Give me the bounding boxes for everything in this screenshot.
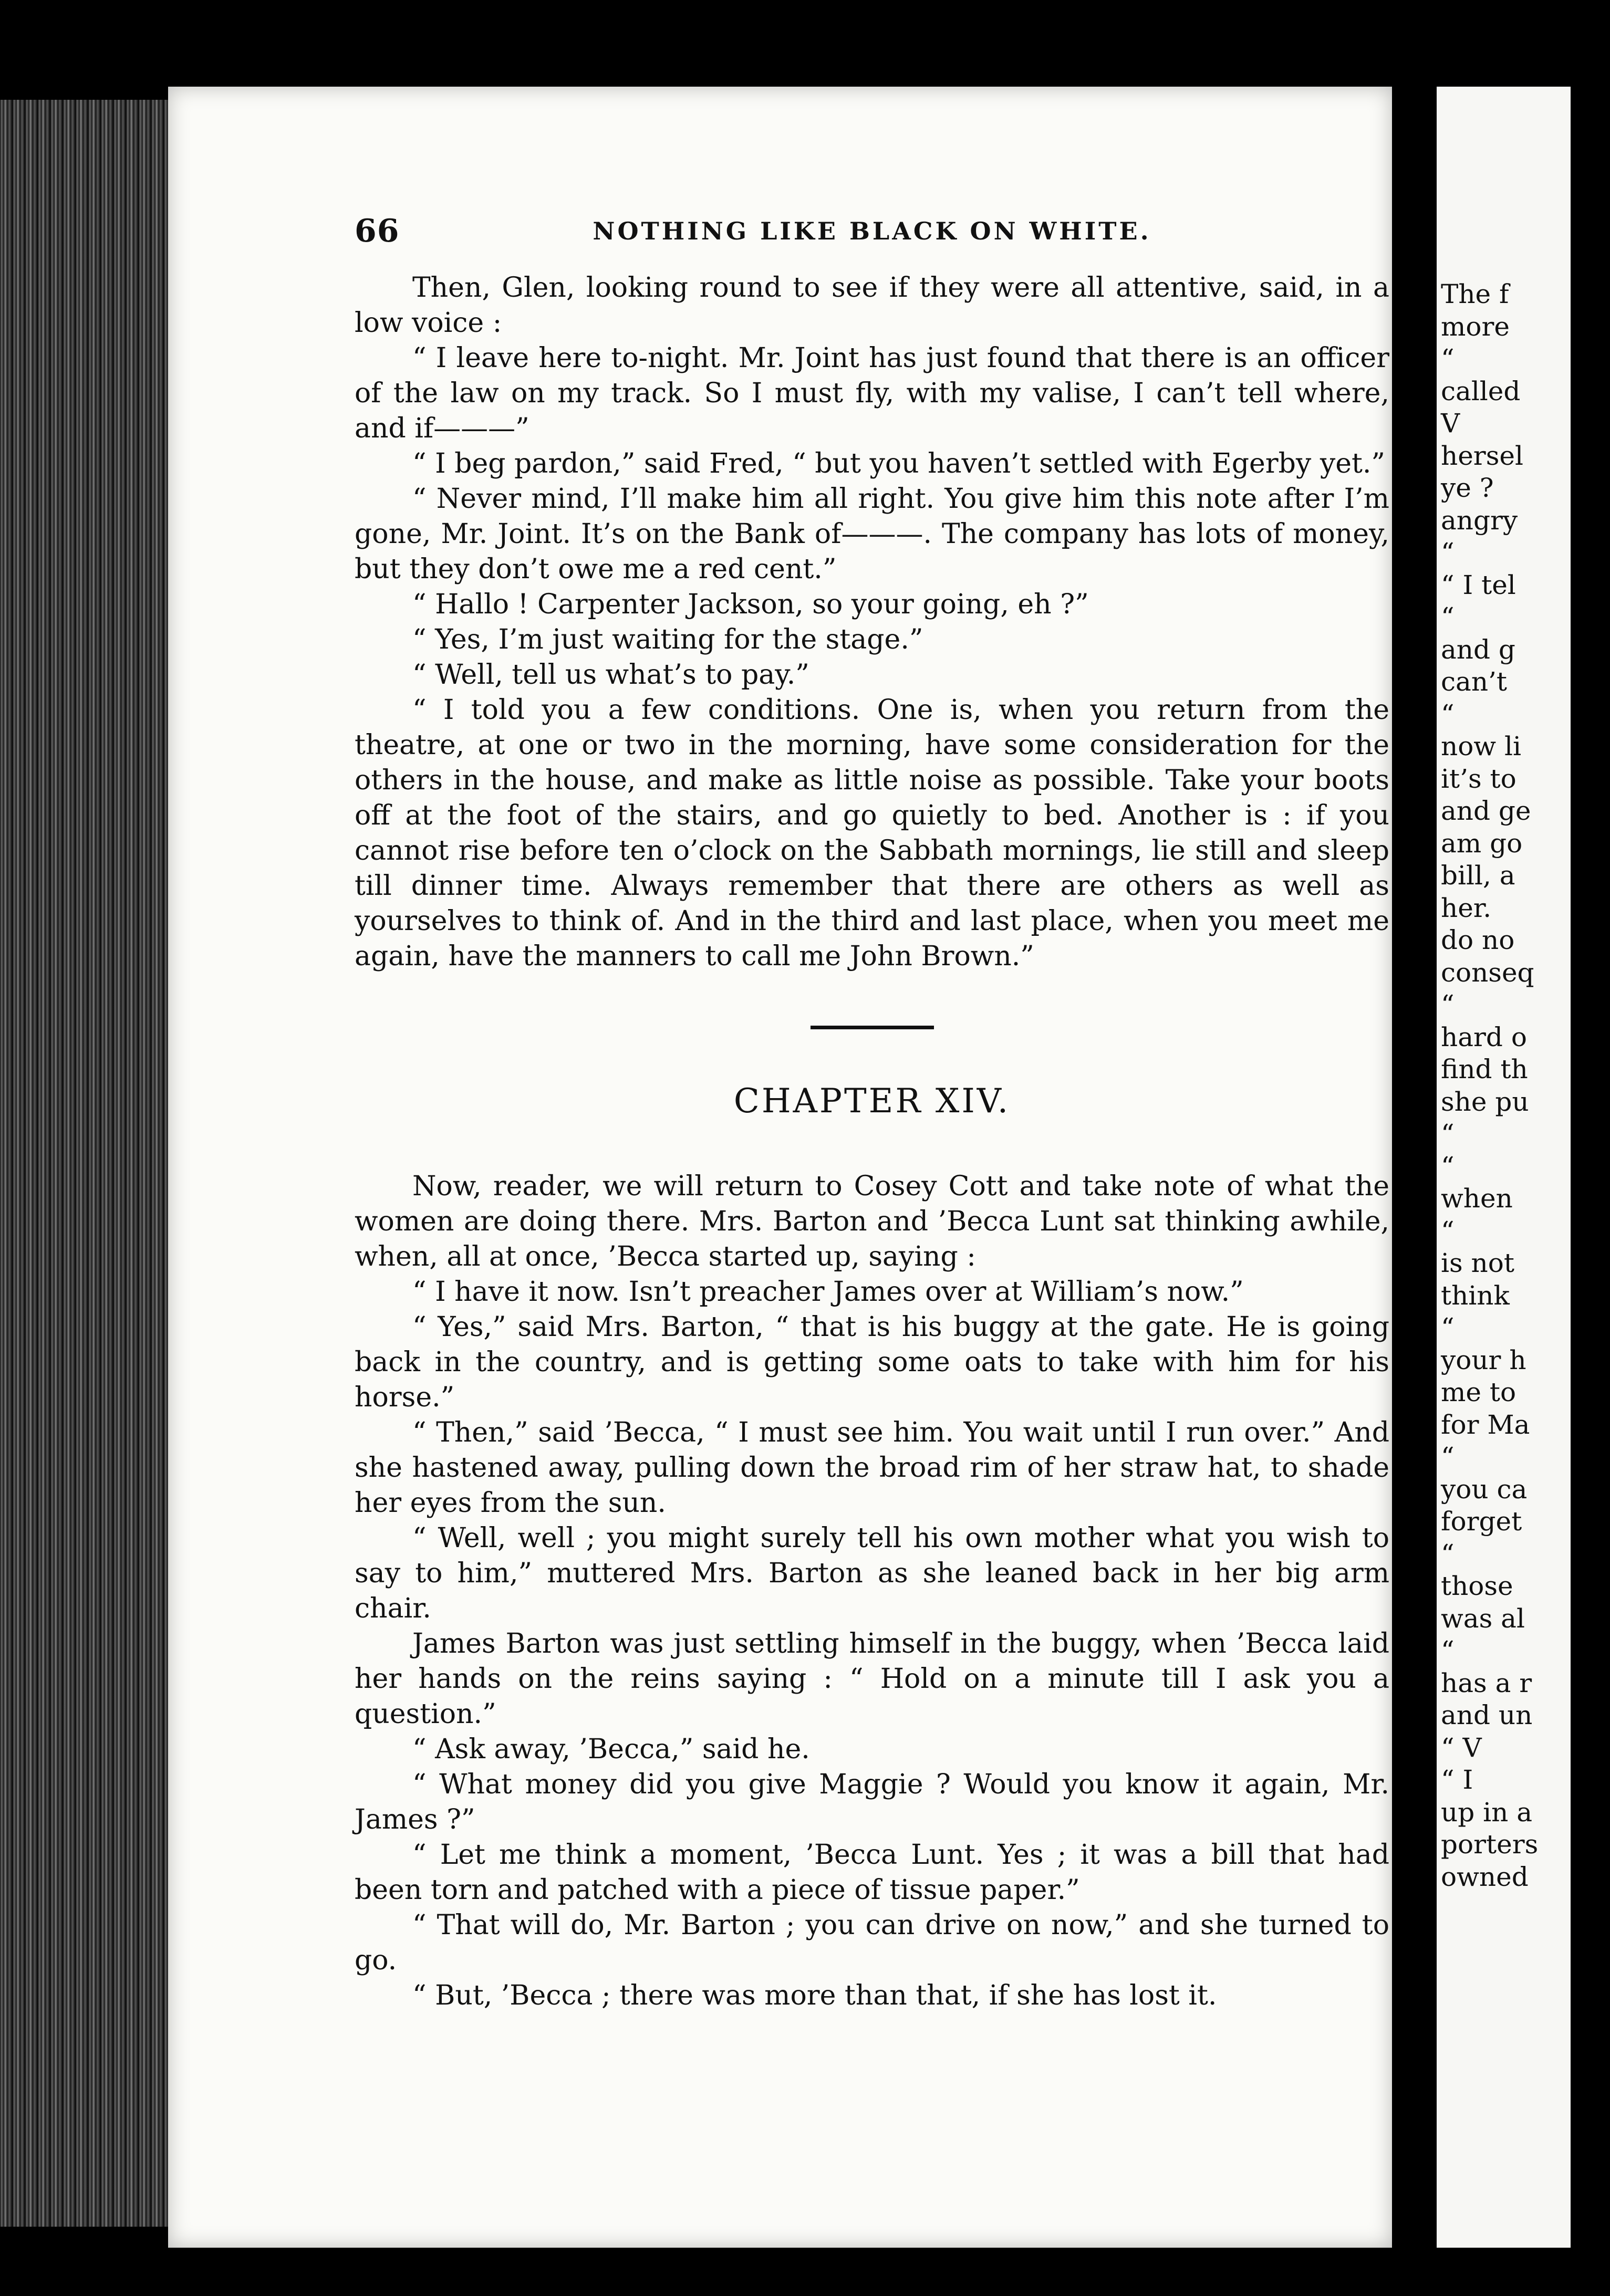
facing-page-line: “ — [1441, 1312, 1455, 1343]
chapter-text — [355, 1169, 1389, 2013]
facing-page-line: she pu — [1441, 1086, 1529, 1117]
facing-page-line: “ — [1441, 1635, 1455, 1666]
facing-page-line: it’s to — [1441, 763, 1516, 794]
facing-page-line: owned — [1441, 1861, 1529, 1892]
paragraph: “ Hallo ! Carpenter Jackson, so your going, eh ?” — [412, 589, 1089, 620]
facing-page-line: more — [1441, 311, 1510, 342]
facing-page-line: “ — [1441, 989, 1455, 1020]
facing-page-line: hard o — [1441, 1021, 1527, 1052]
text-before-chapter — [355, 270, 1389, 974]
paragraph: “ Yes,” said Mrs. Barton, “ that is his buggy at the gate. He is going back in the country, and is getting some oats to take with him for his horse.” — [355, 1311, 1389, 1413]
paragraph: “ That will do, Mr. Barton ; you can drive on now,” and she turned to go. — [355, 1909, 1389, 1976]
facing-page-line: “ — [1441, 1215, 1455, 1246]
facing-page-line: conseq — [1441, 957, 1534, 988]
paragraph: “ What money did you give Maggie ? Would you know it again, Mr. James ?” — [355, 1769, 1389, 1835]
facing-page-line: “ V — [1441, 1732, 1482, 1763]
facing-page-line: “ — [1441, 602, 1455, 632]
facing-page-line: V — [1441, 408, 1460, 439]
facing-page-line: “ — [1441, 1119, 1455, 1149]
facing-page-line: now li — [1441, 731, 1521, 761]
facing-page-line: and ge — [1441, 796, 1531, 826]
paragraph: Then, Glen, looking round to see if they were all attentive, said, in a low voice : — [355, 272, 1389, 339]
paragraph: “ Ask away, ’Becca,” said he. — [412, 1734, 810, 1765]
paragraph: Now, reader, we will return to Cosey Cott and take note of what the women are doing there. Mrs. Barton and ’Becca Lunt sat thinking awhile, when, all at once, ’Becca started up, saying : — [355, 1171, 1389, 1272]
facing-page-line: find th — [1441, 1054, 1528, 1084]
facing-page-line: porters — [1441, 1829, 1539, 1860]
facing-page-line: think — [1441, 1280, 1510, 1311]
facing-page-line: hersel — [1441, 440, 1523, 471]
facing-page-line: “ — [1441, 1151, 1455, 1182]
paragraph: “ I beg pardon,” said Fred, “ but you haven’t settled with Egerby yet.” — [412, 448, 1385, 479]
facing-page-line: ye ? — [1441, 473, 1494, 503]
facing-page-line: forget — [1441, 1506, 1522, 1537]
paragraph: “ I have it now. Isn’t preacher James over at William’s now.” — [412, 1276, 1244, 1308]
facing-page-line: “ — [1441, 1538, 1455, 1569]
facing-page-line: her. — [1441, 892, 1492, 923]
facing-page-line: am go — [1441, 828, 1523, 859]
facing-page-line: you ca — [1441, 1474, 1528, 1505]
facing-page-lines — [1437, 278, 1571, 1893]
facing-page-line: “ I — [1441, 1765, 1473, 1795]
facing-page-line: do no — [1441, 925, 1515, 955]
facing-page-line: when — [1441, 1183, 1513, 1214]
facing-page-line: bill, a — [1441, 860, 1515, 891]
book-page — [168, 87, 1392, 2248]
paragraph: James Barton was just settling himself in the buggy, when ’Becca laid her hands on the reins saying : “ Hold on a minute till I ask you a question.” — [355, 1628, 1389, 1730]
facing-page-line: called — [1441, 375, 1521, 406]
facing-page-line: for Ma — [1441, 1409, 1530, 1440]
facing-page-line: “ — [1441, 537, 1455, 568]
paragraph: “ Let me think a moment, ’Becca Lunt. Yes ; it was a bill that had been torn and patched with a piece of tissue paper.” — [355, 1839, 1389, 1906]
facing-page-line: up in a — [1441, 1797, 1532, 1828]
paragraph: “ I leave here to-night. Mr. Joint has just found that there is an officer of the law on my track. So I must fly, with my valise, I can’t tell where, and if———” — [355, 342, 1389, 444]
facing-page-line: and g — [1441, 634, 1515, 665]
paragraph: “ Never mind, I’ll make him all right. You give him this note after I’m gone, Mr. Joint. It’s on the Bank of———. The company has lots of money, but they don’t owe me a red cent.” — [355, 483, 1389, 585]
paragraph: “ But, ’Becca ; there was more than that, if she has lost it. — [412, 1980, 1217, 2011]
facing-page-line: and un — [1441, 1700, 1533, 1730]
scan-right-edge — [1571, 100, 1610, 2227]
book-binding-edge — [0, 100, 173, 2227]
facing-page-line: “ — [1441, 698, 1455, 729]
facing-page-line: “ I tel — [1441, 569, 1516, 600]
paragraph: “ Yes, I’m just waiting for the stage.” — [412, 624, 923, 655]
running-title: NOTHING LIKE BLACK ON WHITE. — [593, 217, 1151, 245]
facing-page-line: can’t — [1441, 666, 1508, 697]
facing-page-line: has a r — [1441, 1667, 1532, 1698]
facing-page-line: “ — [1441, 343, 1455, 374]
paragraph: “ Then,” said ’Becca, “ I must see him. You wait until I run over.” And she hastened away, pulling down the broad rim of her straw hat, to shade her eyes from the sun. — [355, 1417, 1389, 1519]
facing-page-line: was al — [1441, 1603, 1525, 1634]
chapter-heading: CHAPTER XIV. — [733, 1082, 1011, 1121]
facing-page-line: “ — [1441, 1442, 1455, 1472]
paragraph: “ I told you a few conditions. One is, when you return from the theatre, at one or two in the morning, have some consideration for the others in the house, and make as little noise as possible. Take your boots off at the foot of the stairs, and go quietly to bed. Another is : if you cannot rise before ten o’clock on the Sabbath mornings, lie still and sleep till dinner time. Always remember that there are others as well as yourselves to think of. And in the third and last place, when you meet me again, have the manners to call me John Brown.” — [355, 694, 1389, 972]
facing-page-fragment — [1437, 87, 1571, 2248]
facing-page-line: angry — [1441, 505, 1518, 536]
section-rule — [811, 1026, 934, 1029]
facing-page-line: your h — [1441, 1344, 1526, 1375]
page-number: 66 — [355, 213, 400, 249]
paragraph: “ Well, tell us what’s to pay.” — [412, 659, 809, 691]
paragraph: “ Well, well ; you might surely tell his own mother what you wish to say to him,” muttered Mrs. Barton as she leaned back in her big arm chair. — [355, 1522, 1389, 1624]
facing-page-line: The f — [1441, 279, 1509, 309]
facing-page-line: me to — [1441, 1377, 1516, 1407]
facing-page-line: those — [1441, 1571, 1513, 1601]
running-head — [355, 213, 1389, 259]
page-content — [355, 213, 1389, 2235]
facing-page-line: is not — [1441, 1248, 1514, 1278]
